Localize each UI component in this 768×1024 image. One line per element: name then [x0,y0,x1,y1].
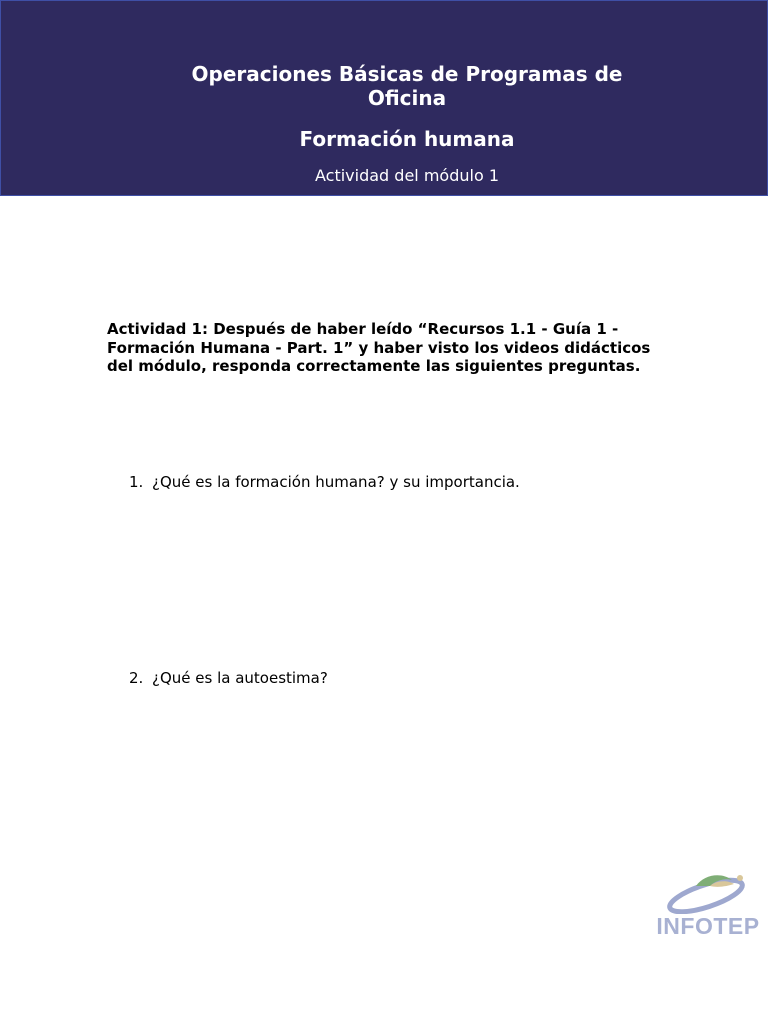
infotep-logo-icon [666,868,750,914]
question-1 [129,472,520,492]
question-2-text: ¿Qué es la autoestima? [152,669,328,687]
document-title [1,62,768,110]
instructions-line-3: del módulo, responda correctamente las siguientes preguntas. [107,357,641,375]
question-1-text: ¿Qué es la formación humana? y su importancia. [152,473,520,491]
question-1-number: 1. [129,473,144,491]
infotep-logo-text: INFOTEP [656,913,760,939]
document-title-line-1: Operaciones Básicas de Programas de [191,62,623,86]
question-2-number: 2. [129,669,144,687]
instructions-line-2: Formación Humana - Part. 1” y haber visto los videos didácticos [107,338,651,357]
instructions-line-1: Actividad 1: Después de haber leído “Recursos 1.1 - Guía 1 - [107,320,619,338]
document-subtitle: Formación humana [299,127,515,151]
infotep-logo [652,868,764,942]
activity-instructions [107,320,667,376]
activity-label: Actividad del módulo 1 [315,166,499,185]
document-title-line-2: Oficina [367,86,447,110]
question-2 [129,668,328,688]
header-banner [0,0,768,196]
